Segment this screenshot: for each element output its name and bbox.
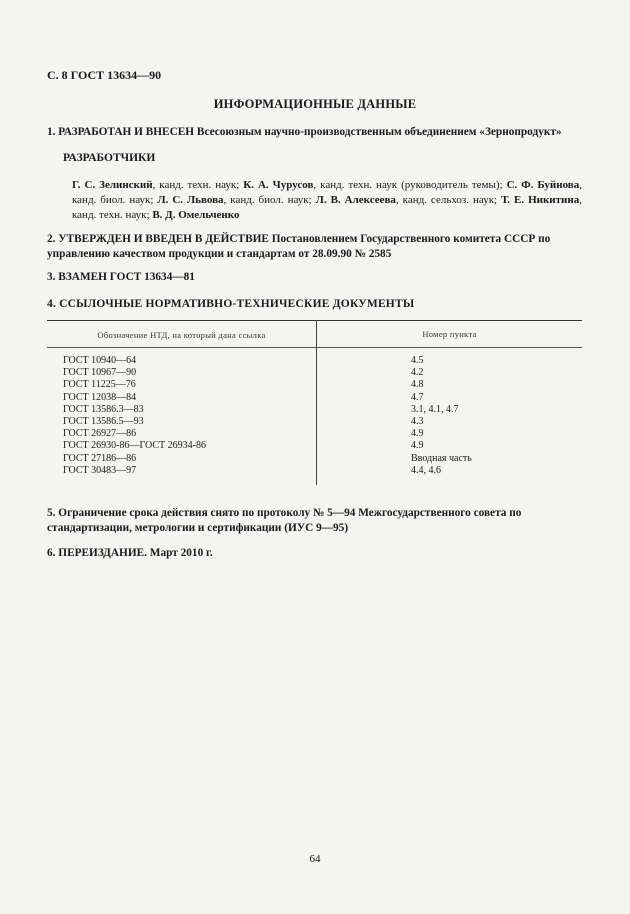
table-cell-clause: 4.2: [411, 367, 424, 379]
developer-name: Г. С. Зелинский: [72, 179, 153, 191]
table-cell-document: ГОСТ 10940—64: [63, 355, 137, 366]
section-developed-text: Всесоюзным научно-производственным объединением «Зернопродукт»: [196, 126, 562, 138]
section-approved: [47, 232, 582, 262]
developer-degree: , канд. техн. наук (руководитель темы);: [313, 179, 507, 191]
table-cell-clause: 4.4, 4.6: [411, 464, 441, 476]
table-top-rule: [47, 320, 582, 321]
table-cell-document: ГОСТ 12038—84: [63, 391, 137, 403]
table-cell-clause: 4.7: [411, 391, 424, 403]
table-cell-clause: 3.1, 4.1, 4.7: [411, 403, 459, 415]
table-column-documents: [63, 355, 206, 477]
page-title: ИНФОРМАЦИОННЫЕ ДАННЫЕ: [213, 97, 417, 111]
developer-degree: , канд. биол. наук;: [223, 194, 316, 206]
table-cell-clause: 4.3: [411, 415, 424, 427]
developer-name: С. Ф. Буйнова: [506, 179, 580, 191]
table-cell-document: ГОСТ 13586.3—83: [63, 403, 144, 415]
section-approved-text: Постановлением Государственного комитета СССР по управлению качеством продукции и стандартам от 28.09.90 № 2585: [47, 233, 551, 260]
table-cell-document: ГОСТ 10967—90: [63, 367, 137, 379]
developer-name: Т. Е. Никитина: [501, 194, 580, 206]
developer-degree: , канд. сельхоз. наук;: [395, 194, 502, 206]
developer-name: К. А. Чурусов: [243, 179, 314, 191]
section-replaces: 3. ВЗАМЕН ГОСТ 13634—81: [47, 271, 195, 283]
section-approved-label: 2. УТВЕРЖДЕН И ВВЕДЕН В ДЕЙСТВИЕ: [47, 233, 269, 245]
table-cell-clause: 4.5: [411, 355, 424, 366]
table-cell-clause: 4.9: [411, 428, 424, 440]
table-cell-clause: 4.8: [411, 379, 424, 391]
developer-name: В. Д. Омельченко: [152, 209, 240, 221]
page-number: 64: [309, 853, 321, 865]
developers-heading: РАЗРАБОТЧИКИ: [63, 152, 156, 164]
table-cell-document: ГОСТ 26930-86—ГОСТ 26934-86: [63, 440, 206, 452]
developer-degree: , канд. техн. наук;: [152, 179, 244, 191]
developer-degree: , канд. биол. наук;: [72, 179, 582, 206]
table-column-divider: [316, 320, 317, 485]
section-reissue: 6. ПЕРЕИЗДАНИЕ. Март 2010 г.: [47, 547, 213, 559]
table-cell-clause: Вводная часть: [411, 452, 472, 464]
section-developed-label: 1. РАЗРАБОТАН И ВНЕСЕН: [47, 126, 195, 138]
running-header: С. 8 ГОСТ 13634—90: [47, 68, 162, 82]
developers-list: [72, 178, 582, 223]
table-cell-document: ГОСТ 13586.5—93: [63, 415, 144, 427]
developer-degree: , канд. техн. наук;: [72, 194, 582, 221]
table-header-rule: [47, 347, 582, 348]
developer-name: Л. С. Львова: [157, 194, 224, 206]
table-cell-document: ГОСТ 11225—76: [63, 379, 136, 391]
developer-name: Л. В. Алексеева: [315, 194, 396, 206]
table-header-document: Обозначение НТД, на который дана ссылка: [97, 330, 266, 340]
table-column-clauses: [411, 355, 472, 477]
table-cell-document: ГОСТ 26927—86: [63, 428, 137, 440]
table-header-clause: Номер пункта: [422, 329, 477, 339]
section-references-heading: 4. ССЫЛОЧНЫЕ НОРМАТИВНО-ТЕХНИЧЕСКИЕ ДОКУМЕНТЫ: [47, 298, 415, 310]
table-cell-document: ГОСТ 30483—97: [63, 464, 137, 476]
table-cell-clause: 4.9: [411, 440, 424, 452]
section-validity: 5. Ограничение срока действия снято по протоколу № 5—94 Межгосударственного совета по стандартизации, метрологии и сертификации (ИУС 9—95): [47, 507, 522, 534]
table-cell-document: ГОСТ 27186—86: [63, 452, 137, 464]
section-developed: [47, 125, 562, 140]
